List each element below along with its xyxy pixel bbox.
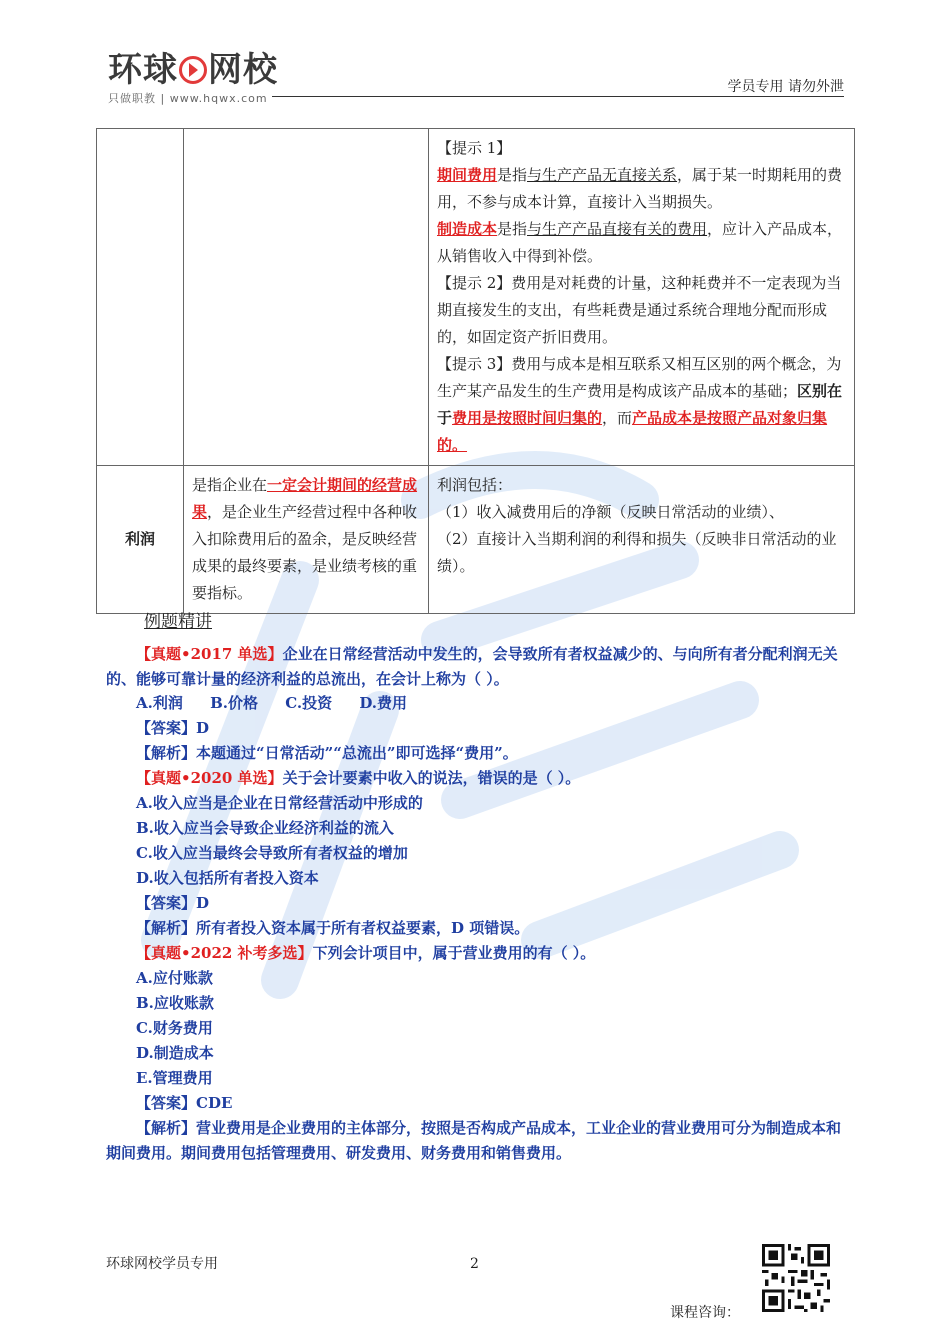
q2-option-a: A.收入应当是企业在日常经营活动中形成的	[136, 794, 423, 812]
term-period-cost: 期间费用	[437, 166, 498, 184]
q2-option-c: C.收入应当最终会导致所有者权益的增加	[136, 844, 408, 862]
underlined-text: 与生产产品直接有关的费用	[527, 220, 708, 238]
q1-tag: 【真题•2017 单选】	[136, 645, 283, 663]
includes-title: 利润包括：	[437, 476, 513, 494]
profit-definition	[184, 466, 429, 614]
q2-text: 关于会计要素中收入的说法，错误的是（ ）。	[282, 769, 581, 787]
q2-analysis: 【解析】所有者投入资本属于所有者权益要素，D 项错误。	[136, 919, 530, 937]
text: 【提示 3】费用与成本是相互联系又相互区别的两个概念，为生产某产品发生的生产费用是构成该产品成本的基础；	[437, 355, 842, 400]
text: ，是企业生产经营过程中各种收入扣除费用后的盈余，是反映经营成果的最终要素，是业绩考核的重要指标。	[192, 503, 418, 602]
course-consult-label: 课程咨询：	[670, 1305, 740, 1321]
profit-includes	[429, 466, 855, 614]
text: 是指企业在	[192, 476, 268, 494]
q1-options: A.利润 B.价格 C.投资 D.费用	[136, 694, 408, 712]
text: ，属于某一时期耗用的费用，不参与成本计算，直接计入当期损失。	[437, 166, 843, 211]
qr-code-icon[interactable]	[762, 1244, 830, 1312]
q3-option-a: A.应付账款	[136, 969, 213, 987]
footer-left-text: 环球网校学员专用	[106, 1256, 218, 1272]
q3-tag: 【真题•2022 补考多选】	[136, 944, 313, 962]
tip1-manufacturing-cost	[437, 216, 846, 270]
text: ，而	[602, 409, 633, 427]
q3-option-e: E.管理费用	[136, 1069, 213, 1087]
elements-table	[96, 128, 855, 614]
section-title: 例题精讲	[144, 612, 212, 632]
q2-option-d: D.收入包括所有者投入资本	[136, 869, 319, 887]
highlight-text: 费用是按照时间归集的	[452, 409, 603, 427]
q2-answer: 【答案】D	[136, 894, 210, 912]
header-divider	[272, 96, 844, 97]
logo	[108, 52, 278, 106]
q3-stem	[106, 941, 850, 966]
highlight-text: 一定会计期间的经营成果	[192, 476, 418, 521]
q3-option-d: D.制造成本	[136, 1044, 214, 1062]
cell-tips	[429, 129, 855, 466]
text: 是指	[497, 166, 528, 184]
text: ，应计入产品成本，从销售收入中得到补偿。	[437, 220, 843, 265]
page-number: 2	[470, 1256, 479, 1272]
q3-analysis: 【解析】营业费用是企业费用的主体部分，按照是否构成产品成本，工业企业的营业费用可分为制造成本和期间费用。期间费用包括管理费用、研发费用、财务费用和销售费用。	[106, 1119, 842, 1162]
highlight-text: 产品成本是按照产品对象归集的。	[437, 409, 828, 454]
term-manufacturing-cost: 制造成本	[437, 220, 498, 238]
q3-text: 下列会计项目中，属于营业费用的有（ ）。	[312, 944, 596, 962]
tip2: 【提示 2】费用是对耗费的计量，这种耗费并不一定表现为当期直接发生的支出，有些耗费是通过系统合理地分配而形成的，如固定资产折旧费用。	[437, 274, 842, 346]
q1-analysis: 【解析】本题通过“日常活动”“总流出”即可选择“费用”。	[136, 744, 518, 762]
play-icon	[179, 56, 207, 84]
q1-answer: 【答案】D	[136, 719, 210, 737]
includes-item-2: （2）直接计入当期利润的利得和损失（反映非日常活动的业绩）。	[437, 530, 837, 575]
q1-stem	[106, 642, 850, 692]
table-row-profit	[97, 466, 855, 614]
logo-slogan: 只做职教 | www.hqwx.com	[108, 92, 268, 105]
q3-option-b: B.应收账款	[136, 994, 214, 1012]
logo-text-left: 环球	[108, 50, 178, 90]
includes-item-1: （1）收入减费用后的净额（反映日常活动的业绩）、	[437, 503, 785, 521]
bold-text: 区别在于	[437, 382, 843, 427]
table-row-cost	[97, 129, 855, 466]
tip1-title: 【提示 1】	[437, 139, 512, 157]
header-notice: 学员专用 请勿外泄	[727, 79, 844, 95]
tip3	[437, 351, 846, 459]
element-name-profit: 利润	[97, 466, 184, 614]
q3-option-c: C.财务费用	[136, 1019, 213, 1037]
tip1-period-cost	[437, 162, 846, 216]
q1-text: 企业在日常经营活动中发生的，会导致所有者权益减少的、与向所有者分配利润无关的、能够可靠计量的经济利益的总流出，在会计上称为（ ）。	[106, 645, 838, 688]
q2-tag: 【真题•2020 单选】	[136, 769, 283, 787]
cell-empty-2	[184, 129, 429, 466]
cell-empty-1	[97, 129, 184, 466]
underlined-text: 与生产产品无直接关系	[527, 166, 678, 184]
q2-stem	[106, 766, 850, 791]
text: 是指	[497, 220, 528, 238]
q3-answer: 【答案】CDE	[136, 1094, 233, 1112]
q2-option-b: B.收入应当会导致企业经济利益的流入	[136, 819, 394, 837]
logo-text-right: 网校	[208, 50, 278, 90]
